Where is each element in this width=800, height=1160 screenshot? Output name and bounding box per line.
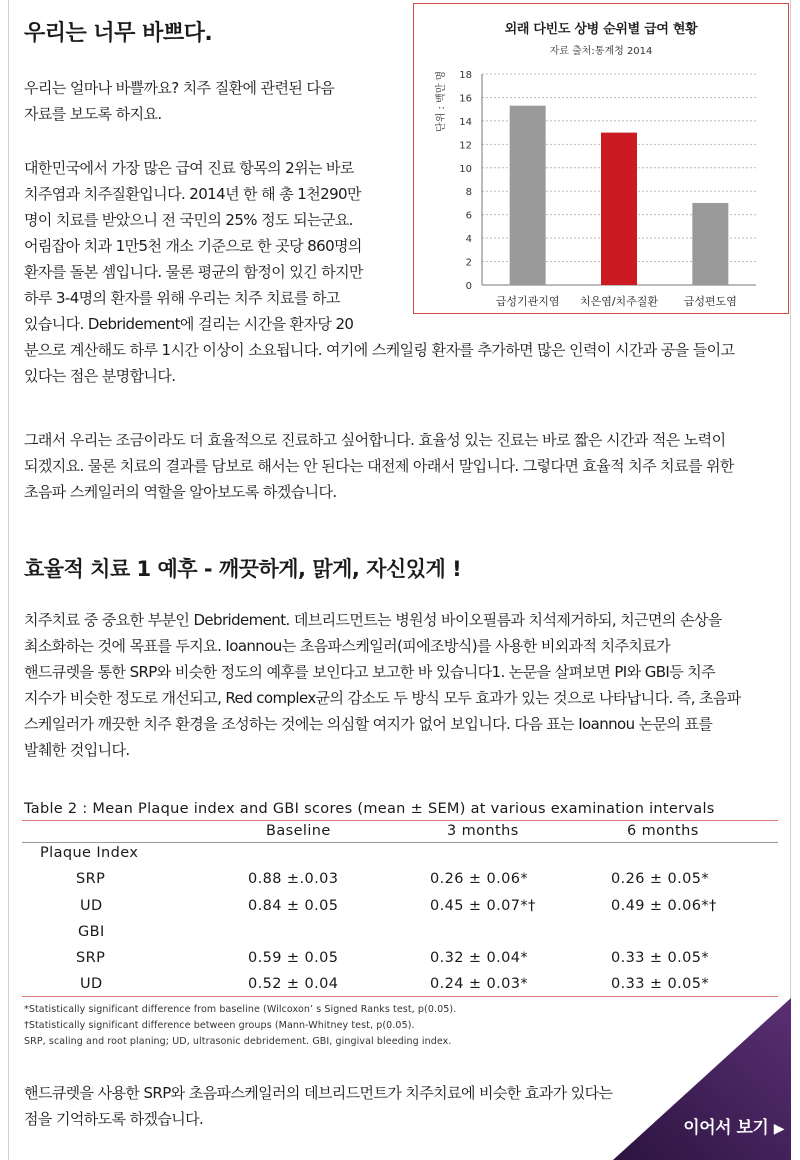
row-label: SRP bbox=[76, 950, 106, 966]
y-tick-label: 8 bbox=[465, 187, 472, 199]
table-cell: 0.26 ± 0.06* bbox=[430, 871, 528, 887]
table-cell: 0.32 ± 0.04* bbox=[430, 950, 528, 966]
text-line: 치주치료 중 중요한 부분인 Debridement. 데브리드먼트는 병원성 바이오필름과 치석제거하되, 치근면의 손상을 bbox=[24, 611, 722, 629]
chart-source: 자료 출처:통계청 2014 bbox=[549, 46, 653, 57]
y-tick-label: 0 bbox=[465, 281, 472, 292]
table-footnote: *Statistically significant difference from baseline (Wilcoxon’ s Signed Ranks test, p(0.05). bbox=[24, 1004, 457, 1015]
y-tick-label: 16 bbox=[459, 93, 472, 105]
text-line: 명이 치료를 받았으니 전 국민의 25% 정도 되는군요. bbox=[24, 211, 353, 229]
outpatient-chart-panel bbox=[413, 3, 789, 314]
text-line: 스케일러가 깨끗한 치주 환경을 조성하는 것에는 의심할 여지가 없어 보입니다. 다음 표는 Ioannou 논문의 표를 bbox=[24, 715, 713, 733]
continue-reading-label[interactable] bbox=[683, 1113, 784, 1138]
table-top-rule bbox=[22, 820, 778, 821]
text-line: 발췌한 것입니다. bbox=[24, 741, 130, 759]
text-line: 자료를 보도록 하지요. bbox=[24, 105, 162, 123]
continue-reading-text: 이어서 보기 bbox=[683, 1118, 769, 1138]
conclusion-paragraph bbox=[24, 1080, 612, 1132]
table-cell: 0.33 ± 0.05* bbox=[611, 950, 709, 966]
bar-chart bbox=[414, 4, 788, 313]
text-line: 초음파 스케일러의 역할을 알아보도록 하겠습니다. bbox=[24, 483, 337, 501]
table-bottom-rule bbox=[22, 996, 778, 997]
y-tick-label: 4 bbox=[465, 234, 472, 246]
chart-title: 외래 다빈도 상병 순위별 급여 현황 bbox=[504, 22, 698, 37]
bar bbox=[601, 133, 637, 285]
y-tick-label: 6 bbox=[465, 210, 472, 222]
text-line: 환자를 돌본 셈입니다. 물론 평균의 함정이 있긴 하지만 bbox=[24, 263, 363, 281]
row-label: UD bbox=[80, 898, 103, 914]
y-tick-label: 18 bbox=[459, 70, 472, 81]
y-tick-label: 2 bbox=[465, 257, 472, 269]
text-line: 분으로 계산해도 하루 1시간 이상이 소요됩니다. 여기에 스케일링 환자를 추가하면 많은 인력이 시간과 공을 들이고 bbox=[24, 341, 735, 359]
section-heading-busy: 우리는 너무 바쁘다. bbox=[24, 21, 213, 46]
column-header-6-months: 6 months bbox=[627, 823, 699, 839]
row-label: UD bbox=[80, 976, 103, 992]
play-triangle-icon: ▶ bbox=[773, 1121, 784, 1137]
text-line: 지수가 비슷한 정도로 개선되고, Red complex균의 감소도 두 방식 모두 효과가 있는 것으로 나타납니다. 즉, 초음파 bbox=[24, 689, 741, 707]
text-line: 하루 3-4명의 환자를 위해 우리는 치주 치료를 하고 bbox=[24, 289, 340, 307]
row-label: SRP bbox=[76, 871, 106, 887]
y-tick-label: 12 bbox=[459, 140, 472, 152]
table-cell: 0.45 ± 0.07*† bbox=[430, 898, 536, 914]
bar bbox=[692, 203, 728, 285]
text-line: 있습니다. Debridement에 걸리는 시간을 환자당 20 bbox=[24, 315, 354, 333]
text-line: 치주염과 치주질환입니다. 2014년 한 해 총 1천290만 bbox=[24, 185, 361, 203]
y-tick-label: 10 bbox=[459, 163, 472, 175]
x-tick-label: 급성기관지염 bbox=[495, 295, 560, 308]
y-tick-label: 14 bbox=[459, 116, 472, 128]
row-label: Plaque Index bbox=[40, 845, 139, 861]
bar bbox=[510, 106, 546, 285]
text-line: 그래서 우리는 조금이라도 더 효율적으로 진료하고 싶어합니다. 효율성 있는 진료는 바로 짧은 시간과 적은 노력이 bbox=[24, 431, 726, 449]
table-cell: 0.52 ± 0.04 bbox=[248, 976, 339, 992]
table-cell: 0.33 ± 0.05* bbox=[611, 976, 709, 992]
column-header-3-months: 3 months bbox=[447, 823, 519, 839]
table-cell: 0.84 ± 0.05 bbox=[248, 898, 339, 914]
table-cell: 0.26 ± 0.05* bbox=[611, 871, 709, 887]
table-cell: 0.49 ± 0.06*† bbox=[611, 898, 717, 914]
text-line: 어림잡아 치과 1만5천 개소 기준으로 한 곳당 860명의 bbox=[24, 237, 362, 255]
text-line: 대한민국에서 가장 많은 급여 진료 항목의 2위는 바로 bbox=[24, 159, 354, 177]
table-caption: Table 2 : Mean Plaque index and GBI scores (mean ± SEM) at various examination intervals bbox=[24, 801, 715, 817]
chart-y-axis-label: 단위 : 백만 명 bbox=[436, 70, 447, 132]
text-line: 되겠지요. 물론 치료의 결과를 담보로 해서는 안 된다는 대전제 아래서 말입니다. 그렇다면 효율적 치주 치료를 위한 bbox=[24, 457, 734, 475]
table-cell: 0.88 ±.0.03 bbox=[248, 871, 339, 887]
text-line: 점을 기억하도록 하겠습니다. bbox=[24, 1110, 204, 1128]
x-tick-label: 치은염/치주질환 bbox=[579, 295, 659, 308]
row-label: GBI bbox=[78, 924, 105, 940]
text-line: 핸드큐렛을 사용한 SRP와 초음파스케일러의 데브리드먼트가 치주치료에 비슷한 효과가 있다는 bbox=[24, 1084, 613, 1102]
table-footnote: †Statistically significant difference between groups (Mann-Whitney test, p(0.05). bbox=[24, 1020, 415, 1031]
table-cell: 0.59 ± 0.05 bbox=[248, 950, 339, 966]
section-heading-prognosis: 효율적 치료 1 예후 - 깨끗하게, 맑게, 자신있게 ! bbox=[24, 557, 462, 581]
debridement-paragraph bbox=[24, 607, 741, 763]
column-header-baseline: Baseline bbox=[266, 823, 331, 839]
text-line: 우리는 얼마나 바쁠까요? 치주 질환에 관련된 다음 bbox=[24, 79, 335, 97]
table-footnote: SRP, scaling and root planing; UD, ultrasonic debridement. GBI, gingival bleeding index. bbox=[24, 1036, 452, 1047]
text-line: 최소화하는 것에 목표를 두지요. Ioannou는 초음파스케일러(피에조방식)를 사용한 비외과적 치주치료가 bbox=[24, 637, 671, 655]
efficiency-paragraph bbox=[24, 427, 734, 505]
x-tick-label: 급성편도염 bbox=[683, 295, 737, 308]
intro-paragraph bbox=[24, 75, 334, 127]
table-header-rule bbox=[22, 842, 778, 843]
text-line: 있다는 점은 분명합니다. bbox=[24, 367, 176, 385]
text-line: 핸드큐렛을 통한 SRP와 비슷한 정도의 예후를 보인다고 보고한 바 있습니다1. 논문을 살펴보면 PI와 GBI등 치주 bbox=[24, 663, 716, 681]
table-cell: 0.24 ± 0.03* bbox=[430, 976, 528, 992]
